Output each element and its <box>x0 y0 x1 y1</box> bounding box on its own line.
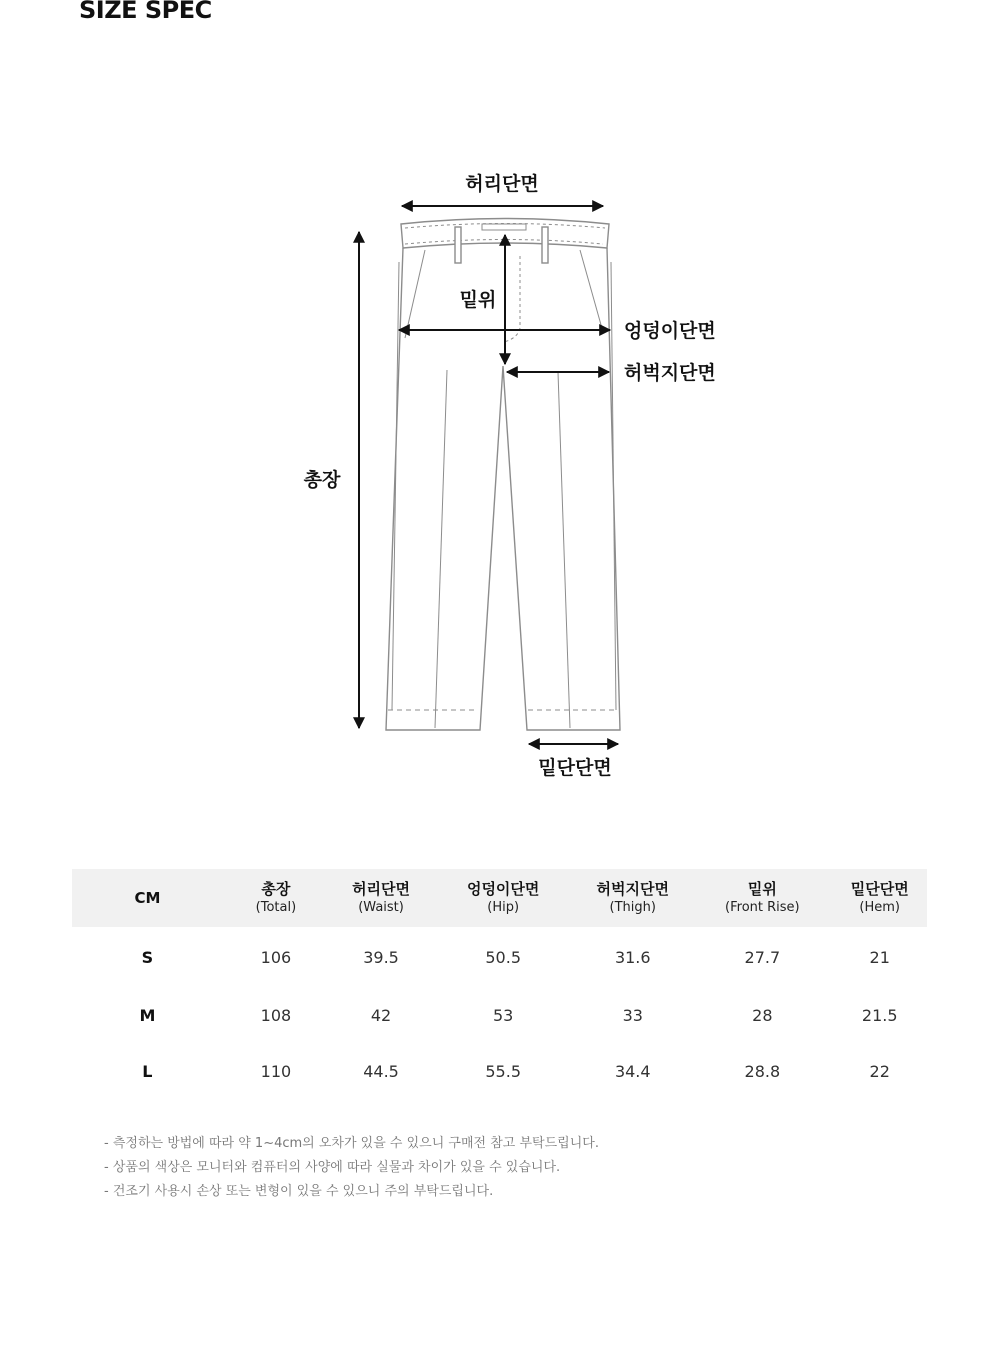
table-row <box>72 1043 927 1099</box>
value-cell: 33 <box>622 1005 643 1025</box>
hem-label: 밑단단면 <box>538 757 612 779</box>
rise-label: 밑위 <box>459 289 497 311</box>
column-header-total: 총장 (Total) <box>255 880 297 915</box>
column-header-front-rise: 밑위 (Front Rise) <box>725 880 800 915</box>
value-cell: 21.5 <box>861 1005 898 1025</box>
pants-illustration <box>386 219 620 731</box>
value-cell: 53 <box>493 1005 514 1025</box>
hip-label: 엉덩이단면 <box>624 320 716 342</box>
value-cell: 22 <box>869 1061 890 1081</box>
table-row <box>72 987 927 1043</box>
table-header-row <box>72 869 927 927</box>
column-header-thigh: 허벅지단면 (Thigh) <box>596 880 669 915</box>
column-header-hip: 엉덩이단면 (Hip) <box>466 880 540 915</box>
column-header-hem: 밑단단면 (Hem) <box>850 880 909 915</box>
note-item: - 상품의 색상은 모니터와 컴퓨터의 사양에 따라 실물과 차이가 있을 수 있습니다. <box>104 1160 561 1175</box>
thigh-label: 허벅지단면 <box>624 362 716 384</box>
note-item: - 측정하는 방법에 따라 약 1~4cm의 오차가 있을 수 있으니 구매전 참고 부탁드립니다. <box>104 1136 599 1151</box>
value-cell: 34.4 <box>614 1061 651 1081</box>
value-cell: 106 <box>260 947 292 967</box>
value-cell: 21 <box>869 947 890 967</box>
notes-list <box>104 1132 599 1204</box>
note-item: - 건조기 사용시 손상 또는 변형이 있을 수 있으니 주의 부탁드립니다. <box>104 1184 494 1199</box>
size-cell: L <box>142 1061 153 1081</box>
value-cell: 50.5 <box>485 947 521 967</box>
value-cell: 42 <box>370 1005 392 1025</box>
value-cell: 28.8 <box>744 1061 781 1081</box>
size-cell: M <box>139 1005 156 1025</box>
value-cell: 31.6 <box>614 947 651 967</box>
page-title: SIZE SPEC <box>79 0 212 24</box>
value-cell: 28 <box>752 1005 773 1025</box>
waist-label: 허리단면 <box>465 173 539 195</box>
value-cell: 27.7 <box>744 947 781 967</box>
value-cell: 108 <box>260 1005 292 1025</box>
table-row <box>72 927 927 987</box>
value-cell: 110 <box>260 1061 292 1081</box>
value-cell: 55.5 <box>485 1061 521 1081</box>
value-cell: 44.5 <box>363 1061 399 1081</box>
unit-header: CM <box>134 888 161 907</box>
size-cell: S <box>141 947 154 967</box>
total-length-label: 총장 <box>303 469 341 491</box>
value-cell: 39.5 <box>363 947 399 967</box>
column-header-waist: 허리단면 (Waist) <box>352 880 411 915</box>
measurement-arrows <box>359 206 618 744</box>
size-spec-table <box>72 869 927 1099</box>
